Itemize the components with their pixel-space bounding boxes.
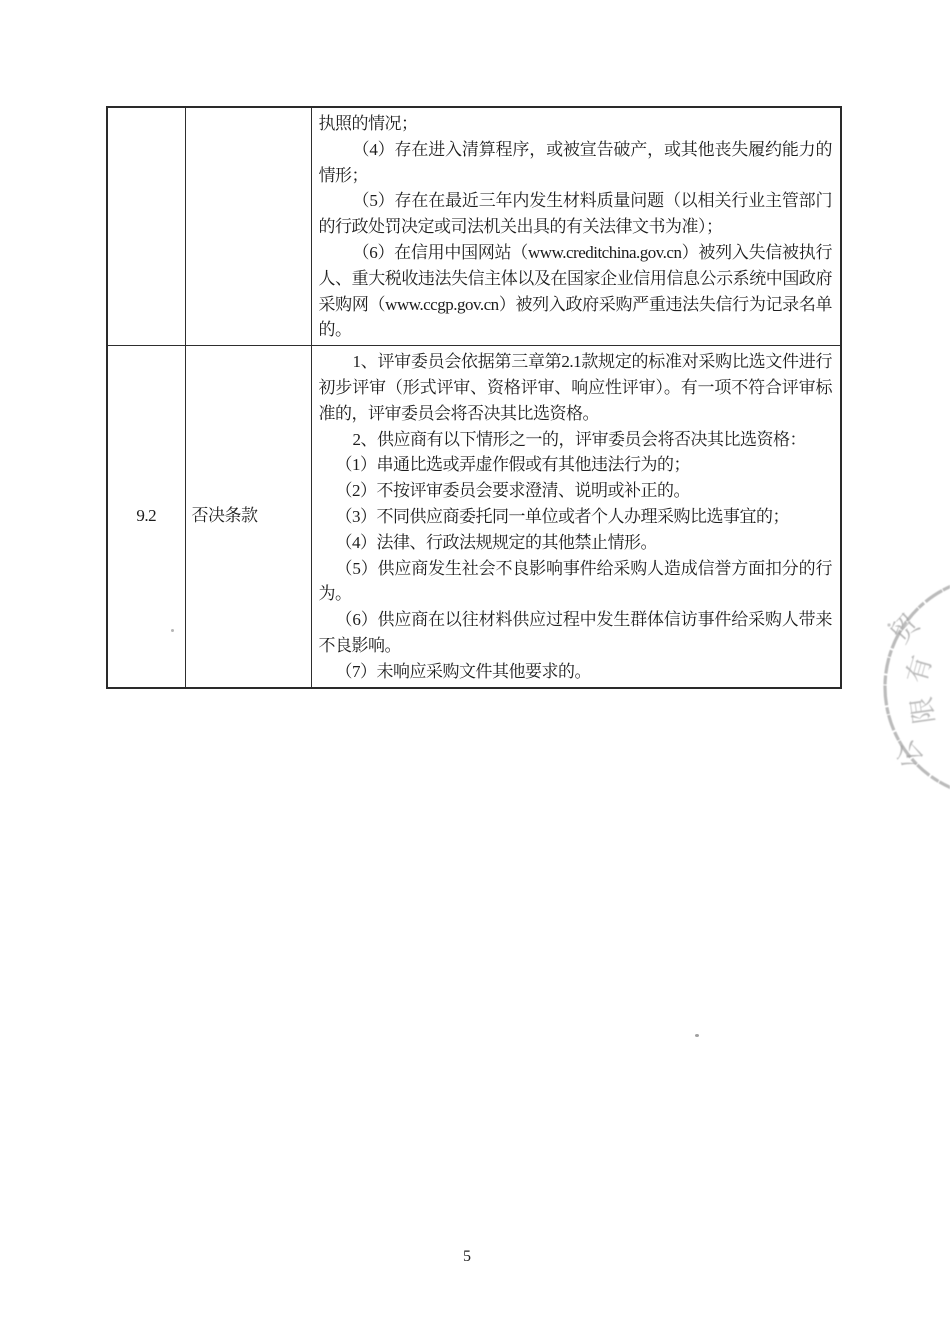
seal-character: 限: [906, 694, 940, 726]
paragraph: （6）在信用中国网站（www.creditchina.gov.cn）被列入失信被执行人、重大税收违法失信主体以及在国家企业信用信息公示系统中国政府采购网（www.ccgp.gov.cn）被列入政府采购严重违法失信行为记录名单的。: [318, 242, 832, 340]
clause-content-cell: [311, 107, 841, 346]
paragraph: 2、供应商有以下情形之一的，评审委员会将否决其比选资格：: [352, 429, 806, 449]
paragraph: （4）存在进入清算程序，或被宣告破产，或其他丧失履约能力的情形；: [318, 139, 832, 185]
clause-title-cell: 否决条款: [185, 346, 311, 688]
paragraph: （3）不同供应商委托同一单位或者个人办理采购比选事宜的；: [335, 506, 789, 526]
paragraph: （2）不按评审委员会要求澄清、说明或补正的。: [335, 481, 690, 501]
clause-content-cell: [311, 346, 841, 688]
section-number-cell: [107, 107, 185, 346]
clauses-table: [106, 106, 842, 689]
table-row-rejection-clause: [107, 346, 841, 688]
section-number-cell: 9.2: [107, 346, 185, 688]
table-row-license-continuation: [107, 107, 841, 346]
seal-character: 有: [901, 652, 938, 687]
scan-speck: [695, 1034, 699, 1037]
paragraph: 1、评审委员会依据第三章第2.1款规定的标准对采购比选文件进行初步评审（形式评审、资格评审、响应性评审）。有一项不符合评审标准的，评审委员会将否决其比选资格。: [318, 352, 832, 423]
paragraph: （4）法律、行政法规规定的其他禁止情形。: [335, 532, 657, 552]
page-number: 5: [463, 1248, 471, 1265]
paragraph: （6）供应商在以往材料供应过程中发生群体信访事件给采购人带来不良影响。: [318, 610, 832, 655]
paragraph: （5）存在在最近三年内发生材料质量问题（以相关行业主管部门的行政处罚决定或司法机关出具的有关法律文书为准）；: [318, 191, 832, 237]
paragraph: 执照的情况；: [318, 114, 418, 133]
scan-speck: [171, 629, 174, 632]
company-seal-stamp-icon: [878, 583, 950, 793]
seal-character: 贸: [885, 608, 926, 650]
paragraph: （7）未响应采购文件其他要求的。: [335, 661, 591, 681]
paragraph: （5）供应商发生社会不良影响事件给采购人造成信誉方面扣分的行为。: [318, 558, 832, 604]
clause-title-cell: [185, 107, 311, 346]
paragraph: （1）串通比选或弄虚作假或有其他违法行为的；: [335, 455, 690, 475]
seal-character: 公: [889, 734, 930, 775]
